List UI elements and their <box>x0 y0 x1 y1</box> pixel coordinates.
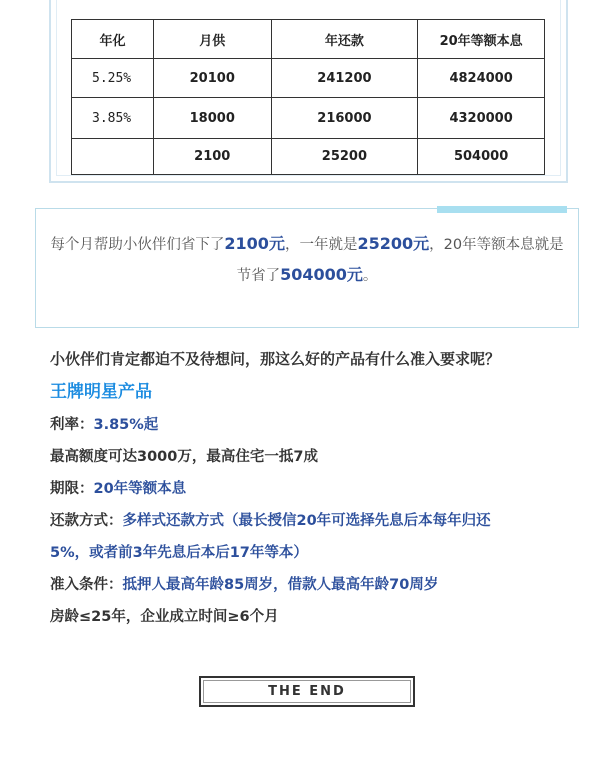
summary-text-part: ，20年等额本息就是节省了 <box>236 237 564 284</box>
header-20yr-total: 20年等额本息 <box>418 20 545 59</box>
repay-value-continued: 5%，或者前3年先息后本后17年等本） <box>50 545 308 561</box>
savings-summary-text <box>50 229 564 291</box>
summary-accent-bar <box>437 206 567 213</box>
rate-comparison-table <box>71 19 545 175</box>
house-age-line: 房龄≤25年，企业成立时间≥6个月 <box>50 609 279 625</box>
summary-text-part: ，一年就是 <box>284 237 358 253</box>
header-yearly: 年还款 <box>271 20 418 59</box>
rate-table-card <box>49 0 568 183</box>
table-row <box>72 139 545 175</box>
table-header-row <box>72 20 545 59</box>
rate-value: 3.85%起 <box>93 417 159 433</box>
table-cell: 241200 <box>271 59 418 98</box>
table-cell: 4320000 <box>418 98 545 139</box>
table-cell <box>72 139 154 175</box>
total-savings-value: 504000元 <box>280 265 363 284</box>
table-cell: 5.25% <box>72 59 154 98</box>
table-cell: 216000 <box>271 98 418 139</box>
table-cell: 4824000 <box>418 59 545 98</box>
savings-summary-box <box>35 208 579 328</box>
term-value: 20年等额本息 <box>93 481 187 497</box>
monthly-savings-value: 2100元 <box>224 234 285 253</box>
repay-label: 还款方式： <box>50 513 123 529</box>
yearly-savings-value: 25200元 <box>357 234 430 253</box>
rate-line <box>50 409 570 441</box>
repay-line-2 <box>50 537 570 569</box>
header-monthly: 月供 <box>153 20 271 59</box>
table-cell: 25200 <box>271 139 418 175</box>
table-cell: 18000 <box>153 98 271 139</box>
the-end-label: THE END <box>268 684 346 699</box>
product-details <box>50 344 570 633</box>
summary-text-part: 。 <box>362 268 378 284</box>
repay-line <box>50 505 570 537</box>
summary-text-part: 每个月帮助小伙伴们省下了 <box>50 237 225 253</box>
rate-label: 利率： <box>50 417 94 433</box>
header-rate: 年化 <box>72 20 154 59</box>
table-cell: 3.85% <box>72 98 154 139</box>
entry-value: 抵押人最高年龄85周岁，借款人最高年龄70周岁 <box>122 577 439 593</box>
table-row <box>72 98 545 139</box>
limit-line: 最高额度可达3000万，最高住宅一抵7成 <box>50 449 318 465</box>
term-line <box>50 473 570 505</box>
the-end-inner-border <box>203 680 411 703</box>
the-end-badge <box>199 676 415 707</box>
repay-value: 多样式还款方式（最长授信20年可选择先息后本每年归还 <box>122 513 491 529</box>
term-label: 期限： <box>50 481 94 497</box>
table-cell: 504000 <box>418 139 545 175</box>
table-cell: 2100 <box>153 139 271 175</box>
product-title: 王牌明星产品 <box>50 382 152 402</box>
table-cell: 20100 <box>153 59 271 98</box>
table-row <box>72 59 545 98</box>
question-heading: 小伙伴们肯定都迫不及待想问，那这么好的产品有什么准入要求呢？ <box>50 350 501 368</box>
entry-line <box>50 569 570 601</box>
entry-label: 准入条件： <box>50 577 123 593</box>
